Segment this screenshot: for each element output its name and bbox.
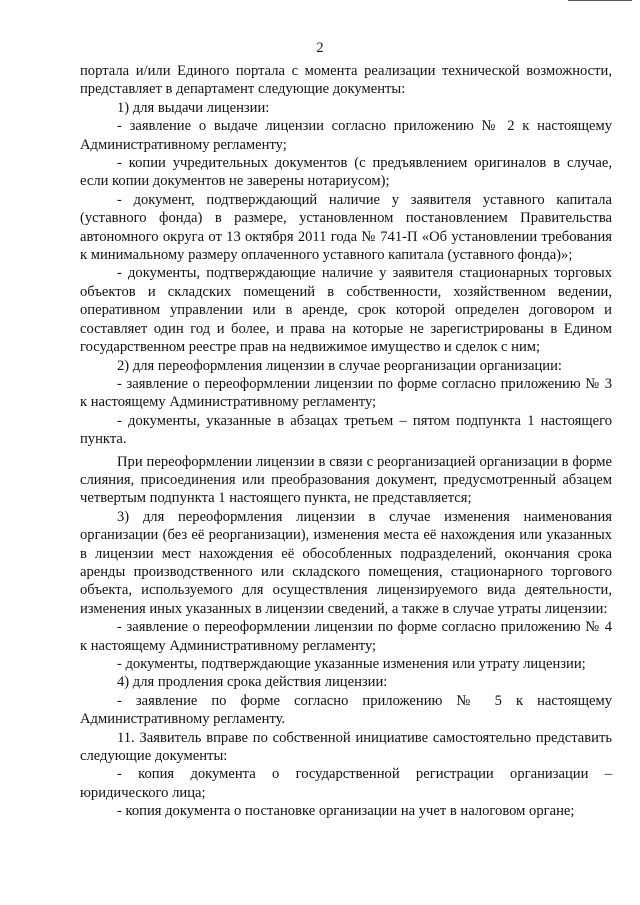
paragraph: 2) для переоформления лицензии в случае реорганизации организации: [117,357,562,374]
paragraph: 4) для продления срока действия лицензии: [117,674,388,691]
paragraph: - документы, подтверждающие наличие у заявителя стационарных торговых объектов и складских помещений в собственности, хозяйственном ведении, оперативном управлении или в аренде, срок которой определен договором и составляет один год и более, и права на которые не зарегистрированы в Едином государственном реестре прав на недвижимое имущество и сделок с ним; [80,265,612,356]
paragraph: портала и/или Единого портала с момента реализации технической возможности, представляет в департамент следующие документы: [80,63,612,98]
paragraph: - документ, подтверждающий наличие у заявителя уставного капитала (уставного фонда) в размере, установленном постановлением Правительства автономного округа от 13 октября 2011 года № 741-П «Об установлении требования к минимальному размеру оплаченного уставного капитала (уставного фонда)»; [80,191,612,264]
paragraph: 1) для выдачи лицензии: [117,99,270,116]
paragraph: - заявление о переоформлении лицензии по форме согласно приложению № 3 к настоящему Административному регламенту; [80,375,612,411]
paragraph: 3) для переоформления лицензии в случае изменения наименования организации (без её реорганизации), изменения места её нахождения или указанных в лицензии мест нахождения её обособленных подразделений, окончания срока аренды производственного или складского помещения, стационарного торгового объекта, используемого для осуществления лицензируемого вида деятельности, изменения иных указанных в лицензии сведений, а также в случае утраты лицензии: [80,508,612,617]
paragraph: - заявление по форме согласно приложению № 5 к настоящему Административному регламенту. [80,692,612,728]
paragraph: - копия документа о государственной регистрации организации – юридического лица; [80,766,612,801]
scan-edge-mark [568,0,632,5]
paragraph: 11. Заявитель вправе по собственной инициативе самостоятельно представить следующие документы: [80,729,612,765]
paragraph: - копии учредительных документов (с предъявлением оригиналов в случае, если копии документов не заверены нотариусом); [80,155,612,190]
document-body [80,62,612,821]
paragraph: - заявление о выдаче лицензии согласно приложению № 2 к настоящему Административному регламенту; [80,118,612,153]
paragraph: - документы, указанные в абзацах третьем – пятом подпункта 1 настоящего пункта. [80,412,612,448]
page-number: 2 [316,40,324,56]
paragraph: При переоформлении лицензии в связи с реорганизацией организации в форме слияния, присоединения или преобразования документ, предусмотренный абзацем четвертым подпункта 1 настоящего пункта, не представляется; [80,453,612,507]
paragraph: - документы, подтверждающие указанные изменения или утрату лицензии; [117,656,586,672]
paragraph: - копия документа о постановке организации на учет в налоговом органе; [117,803,575,820]
paragraph: - заявление о переоформлении лицензии по форме согласно приложению № 4 к настоящему Административному регламенту; [80,619,612,654]
